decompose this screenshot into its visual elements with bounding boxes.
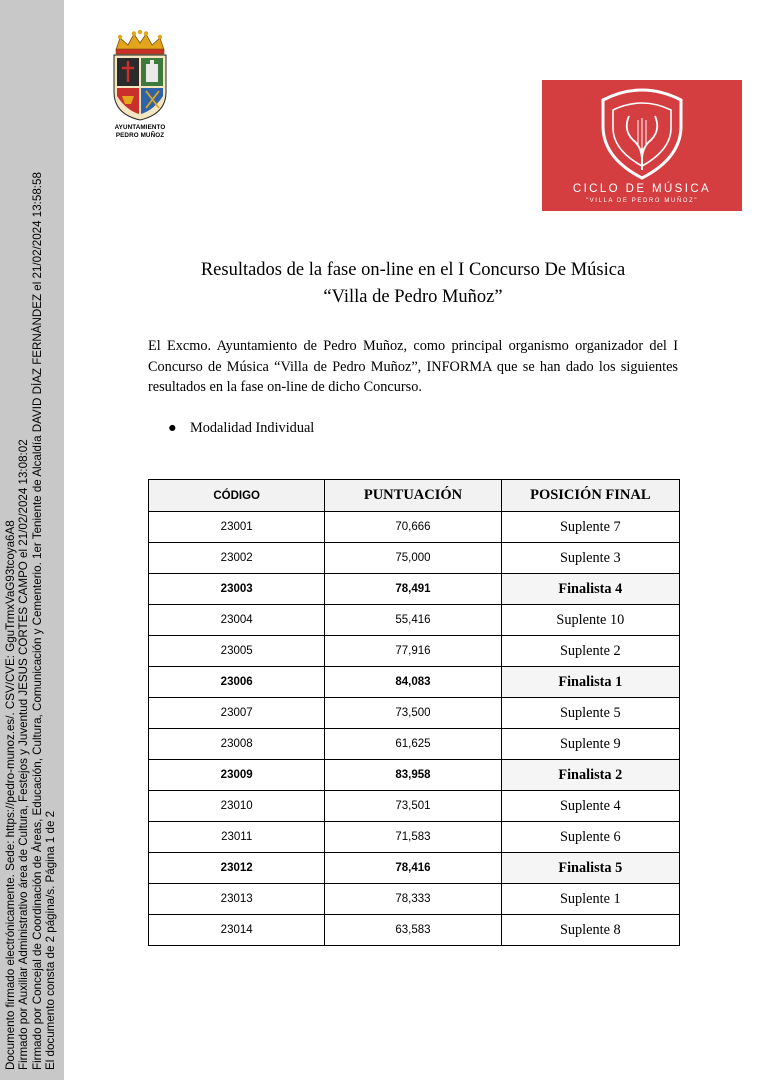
cell-code: 23008 bbox=[149, 729, 325, 760]
logo-title: CICLO DE MÚSICA bbox=[572, 183, 712, 195]
cell-position: Suplente 1 bbox=[501, 884, 679, 915]
table-row bbox=[149, 512, 680, 543]
results-table bbox=[148, 479, 680, 946]
table-row bbox=[149, 605, 680, 636]
cell-code: 23003 bbox=[149, 574, 325, 605]
cell-position: Suplente 5 bbox=[501, 698, 679, 729]
cell-score: 75,000 bbox=[325, 543, 501, 574]
cell-score: 73,501 bbox=[325, 791, 501, 822]
header-code: CÓDIGO bbox=[149, 480, 325, 512]
stamp-line: El documento consta de 2 página/s. Página 1 de 2 bbox=[44, 810, 58, 1070]
cell-position: Finalista 1 bbox=[501, 667, 679, 698]
table-row bbox=[149, 543, 680, 574]
cell-score: 77,916 bbox=[325, 636, 501, 667]
table-row bbox=[149, 791, 680, 822]
table-row bbox=[149, 729, 680, 760]
crest-shield-icon bbox=[106, 30, 174, 122]
cell-position: Suplente 2 bbox=[501, 636, 679, 667]
cell-score: 70,666 bbox=[325, 512, 501, 543]
cell-score: 78,416 bbox=[325, 853, 501, 884]
cell-code: 23014 bbox=[149, 915, 325, 946]
table-row-finalist bbox=[149, 667, 680, 698]
cell-code: 23002 bbox=[149, 543, 325, 574]
bullet-text: Modalidad Individual bbox=[190, 420, 315, 436]
cell-code: 23010 bbox=[149, 791, 325, 822]
lyre-shield-icon bbox=[597, 86, 687, 182]
crest-caption-line: AYUNTAMIENTO bbox=[114, 124, 166, 131]
table-row bbox=[149, 884, 680, 915]
table-row-finalist bbox=[149, 760, 680, 791]
cell-position: Suplente 4 bbox=[501, 791, 679, 822]
header-score: PUNTUACIÓN bbox=[325, 480, 501, 512]
stamp-line: Documento firmado electrónicamente. Sede: https://pedro-munoz.es/. CSV/CVE: GguTrmxVaG93tcoya6A8 bbox=[4, 520, 17, 1070]
signature-side-strip bbox=[0, 0, 64, 1080]
cell-position: Suplente 7 bbox=[501, 512, 679, 543]
signature-stamp-text bbox=[4, 60, 58, 1070]
table-row-finalist bbox=[149, 853, 680, 884]
town-coat-of-arms bbox=[106, 30, 174, 148]
cell-score: 84,083 bbox=[325, 667, 501, 698]
cell-score: 61,625 bbox=[325, 729, 501, 760]
cell-position: Finalista 2 bbox=[501, 760, 679, 791]
cell-position: Suplente 10 bbox=[501, 605, 679, 636]
cell-code: 23001 bbox=[149, 512, 325, 543]
cell-position: Suplente 3 bbox=[501, 543, 679, 574]
cell-position: Suplente 6 bbox=[501, 822, 679, 853]
title-line-1: Resultados de la fase on-line en el I Concurso De Música bbox=[200, 260, 626, 280]
table-header-row bbox=[149, 480, 680, 512]
cell-score: 78,491 bbox=[325, 574, 501, 605]
cell-position: Suplente 8 bbox=[501, 915, 679, 946]
crest-caption-line: PEDRO MUÑOZ bbox=[115, 132, 165, 139]
cell-score: 55,416 bbox=[325, 605, 501, 636]
cell-position: Finalista 5 bbox=[501, 853, 679, 884]
cell-code: 23004 bbox=[149, 605, 325, 636]
cell-score: 73,500 bbox=[325, 698, 501, 729]
cell-code: 23012 bbox=[149, 853, 325, 884]
title-line-2: “Villa de Pedro Muñoz” bbox=[323, 287, 503, 307]
cell-position: Finalista 4 bbox=[501, 574, 679, 605]
music-cycle-logo bbox=[542, 80, 742, 211]
cell-code: 23006 bbox=[149, 667, 325, 698]
stamp-line: Firmado por Auxiliar Administrativo área de Cultura, Festejos y Juventud JESUS CORTES CAMPO el 21/02/2024 13:08:02 bbox=[17, 439, 31, 1070]
cell-code: 23013 bbox=[149, 884, 325, 915]
cell-score: 83,958 bbox=[325, 760, 501, 791]
table-row-finalist bbox=[149, 574, 680, 605]
bullet-dot: ● bbox=[168, 420, 177, 436]
cell-score: 63,583 bbox=[325, 915, 501, 946]
cell-position: Suplente 9 bbox=[501, 729, 679, 760]
table-row bbox=[149, 915, 680, 946]
logo-subtitle: "VILLA DE PEDRO MUÑOZ" bbox=[585, 198, 699, 204]
table-row bbox=[149, 822, 680, 853]
intro-paragraph: El Excmo. Ayuntamiento de Pedro Muñoz, como principal organismo organizador del I Concurso de Música “Villa de Pedro Muñoz”, INFORMA que se han dado los siguientes resultados en la fase on-line de dicho Concurso. bbox=[148, 338, 678, 395]
header-position: POSICIÓN FINAL bbox=[501, 480, 679, 512]
cell-code: 23009 bbox=[149, 760, 325, 791]
cell-score: 78,333 bbox=[325, 884, 501, 915]
table-row bbox=[149, 698, 680, 729]
cell-code: 23005 bbox=[149, 636, 325, 667]
table-row bbox=[149, 636, 680, 667]
cell-code: 23007 bbox=[149, 698, 325, 729]
cell-code: 23011 bbox=[149, 822, 325, 853]
cell-score: 71,583 bbox=[325, 822, 501, 853]
crest-caption bbox=[106, 124, 174, 140]
bullet-item bbox=[168, 418, 314, 438]
document-title bbox=[148, 257, 678, 311]
stamp-line: Firmado por Concejal de Coordinación de Áreas, Educación, Cultura, Comunicación y Cementerio. 1er Teniente de Alcaldía DAVID DÍAZ FERNÁNDEZ el 21/02/2024 13:58:58 bbox=[30, 172, 44, 1070]
